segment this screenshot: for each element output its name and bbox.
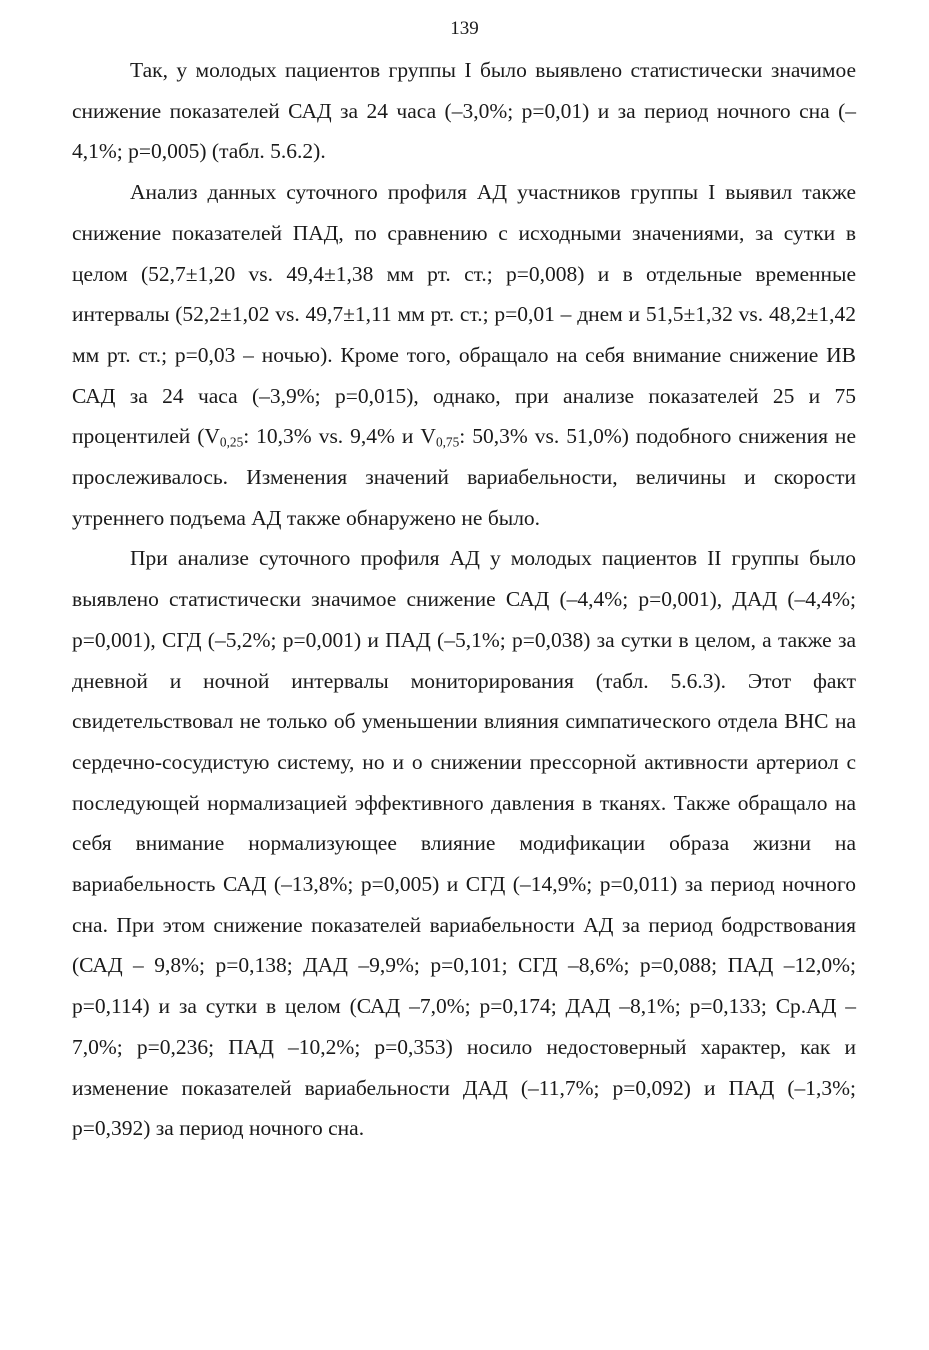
body-text (72, 50, 856, 1149)
paragraph-1: Так, у молодых пациентов группы I было выявлено статистически значимое снижение показателей САД за 24 часа (–3,0%; p=0,01) и за период ночного сна (–4,1%; p=0,005) (табл. 5.6.2). (72, 58, 856, 164)
paragraph-2-end: : 50,3% vs. 51,0%) подобного снижения не прослеживалось. Изменения значений вариабельности, величины и скорости утреннего подъема АД также обнаружено не было. (72, 424, 856, 530)
percentile-75-subscript: 0,75 (435, 434, 460, 450)
paragraph-2-mid: : 10,3% vs. 9,4% и V (243, 424, 436, 449)
page-number: 139 (450, 18, 479, 39)
paragraph-2-start: Анализ данных суточного профиля АД участников группы I выявил также снижение показателей ПАД, по сравнению с исходными значениями, за сутки в целом (52,7±1,20 vs. 49,4±1,38 мм рт. ст.; p=0,008) и в отдельные временные интервалы (52,2±1,02 vs. 49,7±1,11 мм рт. ст.; p=0,01 – днем и 51,5±1,32 vs. 48,2±1,42 мм рт. ст.; p=0,03 – ночью). Кроме того, обращало на себя внимание снижение ИВ САД за 24 часа (–3,9%; p=0,015), однако, при анализе показателей 25 и 75 процентилей (V (72, 180, 856, 449)
percentile-25-subscript: 0,25 (219, 434, 244, 450)
paragraph-3: При анализе суточного профиля АД у молодых пациентов II группы было выявлено статистически значимое снижение САД (–4,4%; p=0,001), ДАД (–4,4%; p=0,001), СГД (–5,2%; p=0,001) и ПАД (–5,1%; p=0,038) за сутки в целом, а также за дневной и ночной интервалы мониторирования (табл. 5.6.3). Этот факт свидетельствовал не только об уменьшении влияния симпатического отдела ВНС на сердечно-сосудистую систему, но и о снижении прессорной активности артериол с последующей нормализацией эффективного давления в тканях. Также обращало на себя внимание нормализующее влияние модификации образа жизни на вариабельность САД (–13,8%; p=0,005) и СГД (–14,9%; p=0,011) за период ночного сна. При этом снижение показателей вариабельности АД за период бодрствования (САД – 9,8%; p=0,138; ДАД –9,9%; p=0,101; СГД –8,6%; p=0,088; ПАД –12,0%; p=0,114) и за сутки в целом (САД –7,0%; p=0,174; ДАД –8,1%; p=0,133; Ср.АД –7,0%; p=0,236; ПАД –10,2%; p=0,353) носило недостоверный характер, как и изменение показателей вариабельности ДАД (–11,7%; p=0,092) и ПАД (–1,3%; p=0,392) за период ночного сна. (72, 546, 856, 1141)
paragraph-2 (72, 172, 856, 538)
